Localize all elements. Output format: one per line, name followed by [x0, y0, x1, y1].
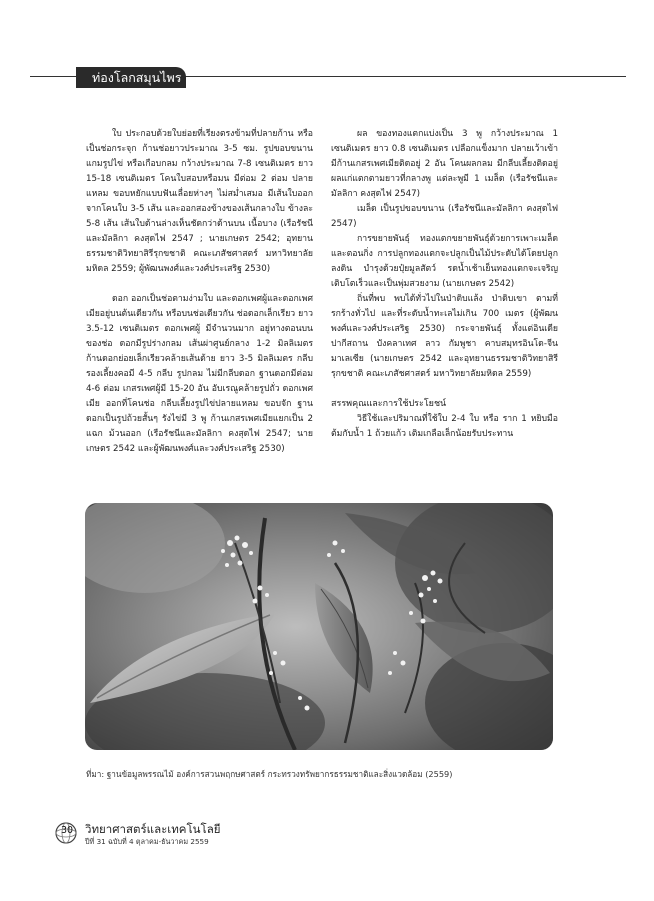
flower-paragraph: ดอก ออกเป็นช่อตามง่ามใบ และตอกเพศผู้และดอกเพศเมียอยู่บนต้นเดียวกัน หรือบนช่อเดียวกัน ช่อดอกเล็กเรียว ยาว 3.5-12 เซนติเมตร ดอกเพศผู้ มีจำนวนมาก อยู่ทางตอนบนของช่อ ดอกมีรูปร่างกลม เส้นผ่าศูนย์กลาง 1-2 มิลลิเมตร ก้านดอกย่อยเล็กเรียวคล้ายเส้นด้าย ยาว 3-5 มิลลิเมตร กลีบรองเลี้ยงคอมี 4-5 กลีบ รูปกลม ไม่มีกลีบดอก ฐานดอกมีต่อม 4-6 ต่อม เกสรเพศผู้มี 15-20 อัน อับเรณูคล้ายรูปถั่ว ดอกเพศเมีย ออกที่โคนช่อ กลีบเลี้ยงรูปไข่ปลายแหลม ขอบจัก ฐานดอกเป็นรูปถ้วยสั้นๆ รังไข่มี 3 พู ก้านเกสรเพศเมียแยกเป็น 2 แฉก ม้วนออก (เรือรัชนีและมัลลิกา คงสุดไฟ 2547; นายเกษตร 2542 และผู้พัฒนพงศ์และวงศ์ประเสริฐ 2530) [86, 294, 313, 454]
propagation-paragraph: การขยายพันธุ์ ทองแตกขยายพันธุ์ด้วยการเพาะเมล็ดและตอนกิ่ง การปลูกทองแตกจะปลูกเป็นไม้ประดับได้โดยปลูกลงดิน บำรุงด้วยปุ๋ยมูลสัตว์ รดน้ำเช้าเย็นทองแตกจะเจริญเติบโตเร็วและเป็นพุ่มสวยงาม (นายเกษตร 2542) [331, 234, 558, 289]
plant-photo [85, 503, 553, 750]
leaf-paragraph: ใบ ประกอบด้วยใบย่อยที่เรียงตรงข้ามที่ปลายก้าน หรือเป็นช่อกระจุก ก้านช่อยาวประมาณ 3-5 ซม. รูปขอบขนานแกมรูปไข่ หรือเกือบกลม กว้างประมาณ 7-8 เซนติเมตร ยาว 15-18 เซนติเมตร โคนใบสอบหรือมน มีต่อม 2 ต่อม ปลายแหลม ขอบหยักแบบฟันเลื่อยห่างๆ ไม่สม่ำเสมอ มีเส้นใบออกจากโคนใบ 3-5 เส้น และออกสองข้างของเส้นกลางใบ ข้างละ 5-8 เส้น เส้นใบด้านล่างเห็นชัดกว่าด้านบน เนื้อบาง (เรือรัชนีและมัลลิกา คงสุดไฟ 2547 ; นายเกษตร 2542; อุทยานธรรมชาติวิทยาสิรีรุกขชาติ คณะเภสัชศาสตร์ มหาวิทยาลัยมหิดล 2559; ผู้พัฒนพงศ์และวงศ์ประเสริฐ 2530) [86, 129, 313, 274]
left-column [86, 127, 313, 457]
usage-heading: สรรพคุณและการใช้ประโยชน์ [331, 399, 447, 409]
right-column [331, 127, 558, 442]
habitat-paragraph: ถิ่นที่พบ พบได้ทั่วไปในป่าดิบแล้ง ป่าดิบเขา ตามที่รกร้างทั่วไป และที่ระดับน้ำทะเลไม่เกิน 700 เมตร (ผู้พัฒนพงศ์และวงศ์ประเสริฐ 2530) กระจายพันธุ์ ทั้งแต่อินเดีย ปากีสถาน บังคลาเทศ ลาว กัมพูชา คาบสมุทรอินโด-จีน มาเลเซีย (นายเกษตร 2542 และอุทยานธรรมชาติวิทยาสิรีรุกขชาติ คณะเภสัชศาสตร์ มหาวิทยาลัยมหิดล 2559) [331, 294, 558, 379]
usage-paragraph: วิธีใช้และปริมาณที่ใช้ใบ 2-4 ใบ หรือ ราก 1 หยิบมือต้มกับน้ำ 1 ถ้วยแก้ว เติมเกลือเล็กน้อยรับประทาน [331, 414, 558, 439]
journal-issue: ปีที่ 31 ฉบับที่ 4 ตุลาคม-ธันวาคม 2559 [85, 837, 209, 846]
fruit-paragraph: ผล ของทองแตกแบ่งเป็น 3 พู กว้างประมาณ 1 เซนติเมตร ยาว 0.8 เซนติเมตร เปลือกแข็งมาก ปลายเว้าเข้ามีก้านเกสรเพศเมียติดอยู่ 2 อัน โคนผลกลม มีกลีบเลี้ยงติดอยู่ ผลแก่แตกตามยาวที่กลางพู แต่ละพูมี 1 เมล็ด (เรือรัชนีและมัลลิกา คงสุดไฟ 2547) [331, 129, 558, 199]
page-number: 30 [60, 825, 74, 836]
photo-caption: ที่มา: ฐานข้อมูลพรรณไม้ องค์การสวนพฤกษศาสตร์ กระทรวงทรัพยากรธรรมชาติและสิ่งแวดล้อม (2559) [86, 769, 453, 779]
seed-paragraph: เมล็ด เป็นรูปขอบขนาน (เรือรัชนีและมัลลิกา คงสุดไฟ 2547) [331, 204, 558, 229]
journal-title: วิทยาศาสตร์และเทคโนโลยี [85, 822, 221, 836]
section-title: ท่องโลกสมุนไพร [76, 67, 186, 88]
